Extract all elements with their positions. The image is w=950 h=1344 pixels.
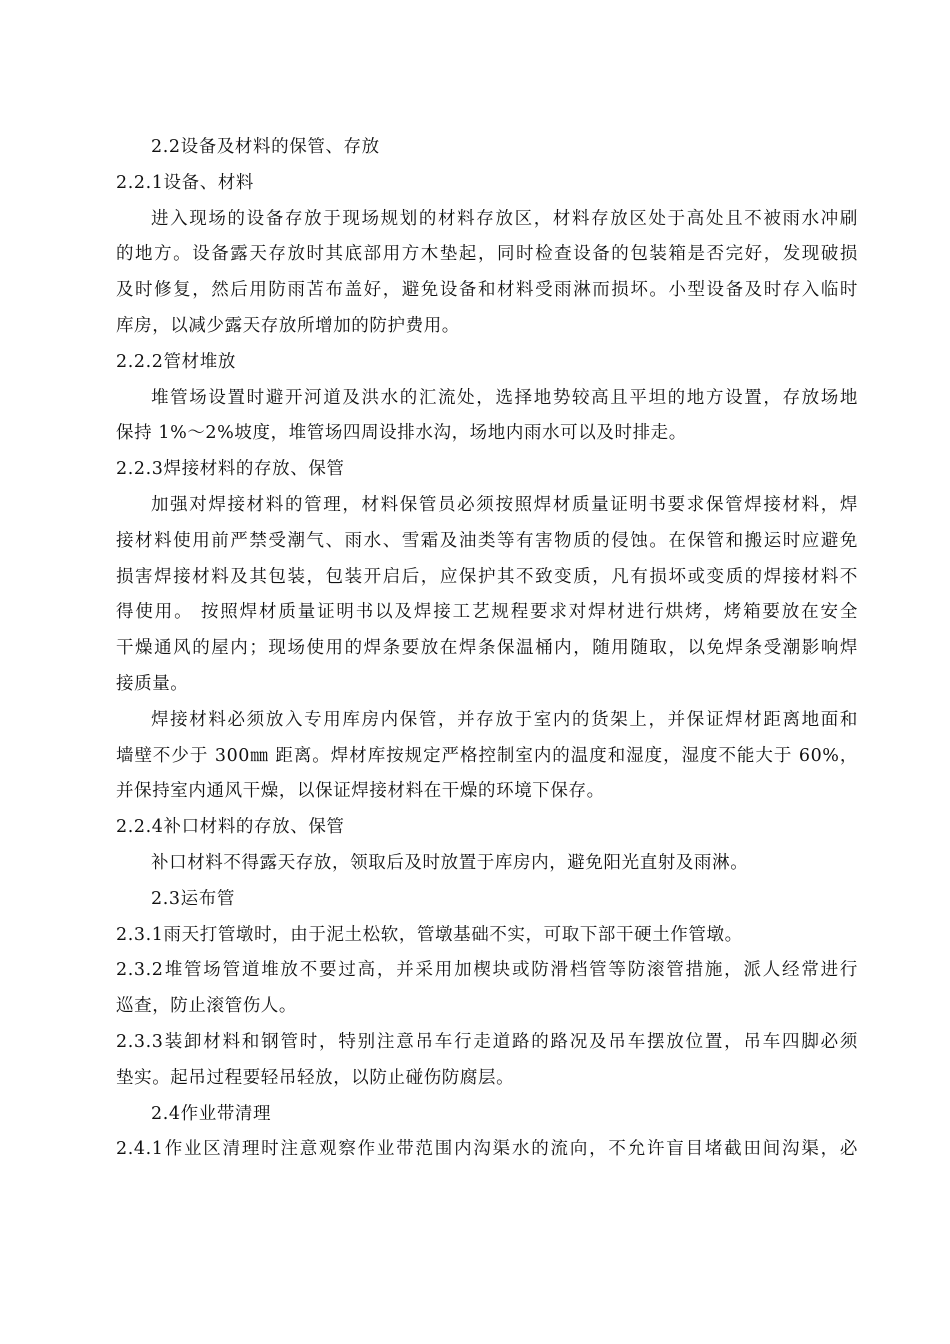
text-line <box>116 667 858 703</box>
text-line <box>116 1132 858 1168</box>
text-line <box>116 739 858 775</box>
text-line <box>116 452 858 488</box>
text-line-content: 2.2.3焊接材料的存放、保管 <box>116 459 345 480</box>
text-line-content: 并保持室内通风干燥，以保证焊接材料在干燥的环境下保存。 <box>116 781 605 802</box>
text-line <box>116 882 858 918</box>
text-line-content: 2.4.1作业区清理时注意观察作业带范围内沟渠水的流向，不允许盲目堵截田间沟渠，必 <box>116 1139 858 1160</box>
text-line-content: 干燥通风的屋内；现场使用的焊条要放在焊条保温桶内，随用随取，以免焊条受潮影响焊 <box>116 638 858 659</box>
text-line-content: 接材料使用前严禁受潮气、雨水、雪霜及油类等有害物质的侵蚀。在保管和搬运时应避免 <box>116 530 858 551</box>
text-line-content: 巡查，防止滚管伤人。 <box>116 996 297 1017</box>
text-line <box>116 202 858 238</box>
text-line <box>116 130 858 166</box>
text-line-content: 垫实。起吊过程要轻吊轻放，以防止碰伤防腐层。 <box>116 1067 515 1088</box>
text-line <box>116 1097 858 1133</box>
text-line-content: 2.4作业带清理 <box>151 1103 272 1124</box>
text-line <box>116 345 858 381</box>
text-line <box>116 381 858 417</box>
text-line <box>116 166 858 202</box>
text-line <box>116 524 858 560</box>
text-line <box>116 416 858 452</box>
text-line-content: 2.2设备及材料的保管、存放 <box>151 137 380 157</box>
text-line-content: 堆管场设置时避开河道及洪水的汇流处，选择地势较高且平坦的地方设置，存放场地 <box>151 387 858 408</box>
text-line <box>116 488 858 524</box>
text-line-content: 损害焊接材料及其包装，包装开启后，应保护其不致变质，凡有损坏或变质的焊接材料不 <box>116 566 858 587</box>
text-line-content: 2.2.4补口材料的存放、保管 <box>116 817 345 838</box>
document-body <box>116 130 858 1168</box>
text-line-content: 库房，以减少露天存放所增加的防护费用。 <box>116 315 460 336</box>
text-line <box>116 631 858 667</box>
text-line-content: 2.3运布管 <box>151 888 235 909</box>
text-line <box>116 237 858 273</box>
text-line <box>116 846 858 882</box>
text-line-content: 2.2.2管材堆放 <box>116 351 236 372</box>
text-line <box>116 810 858 846</box>
text-line <box>116 560 858 596</box>
text-line-content: 进入现场的设备存放于现场规划的材料存放区，材料存放区处于高处且不被雨水冲刷 <box>151 208 858 229</box>
text-line-content: 焊接材料必须放入专用库房内保管，并存放于室内的货架上，并保证焊材距离地面和 <box>151 709 858 730</box>
text-line <box>116 989 858 1025</box>
text-line <box>116 1061 858 1097</box>
text-line-content: 及时修复，然后用防雨苫布盖好，避免设备和材料受雨淋而损坏。小型设备及时存入临时 <box>116 280 858 301</box>
text-line-content: 墙壁不少于 300㎜ 距离。焊材库按规定严格控制室内的温度和湿度，湿度不能大于 60%， <box>116 745 858 766</box>
text-line <box>116 918 858 954</box>
text-line-content: 的地方。设备露天存放时其底部用方木垫起，同时检查设备的包装箱是否完好，发现破损 <box>116 244 858 265</box>
text-line <box>116 953 858 989</box>
text-line-content: 2.3.2堆管场管道堆放不要过高，并采用加楔块或防滑档管等防滚管措施，派人经常进行 <box>116 960 858 981</box>
text-line <box>116 273 858 309</box>
text-line <box>116 1025 858 1061</box>
text-line-content: 补口材料不得露天存放，领取后及时放置于库房内，避免阳光直射及雨淋。 <box>151 852 749 873</box>
text-line-content: 2.3.3装卸材料和钢管时，特别注意吊车行走道路的路况及吊车摆放位置，吊车四脚必须 <box>116 1031 858 1052</box>
text-line-content: 2.2.1设备、材料 <box>116 172 255 193</box>
text-line <box>116 309 858 345</box>
text-line-content: 2.3.1雨天打管墩时，由于泥土松软，管墩基础不实，可取下部干硬土作管墩。 <box>116 924 743 945</box>
text-line <box>116 595 858 631</box>
text-line-content: 得使用。 按照焊材质量证明书以及焊接工艺规程要求对焊材进行烘烤，烤箱要放在安全 <box>116 602 858 623</box>
text-line <box>116 703 858 739</box>
text-line <box>116 774 858 810</box>
text-line-content: 保持 1%～2%坡度，堆管场四周设排水沟，场地内雨水可以及时排走。 <box>116 423 687 444</box>
text-line-content: 接质量。 <box>116 673 189 694</box>
text-line-content: 加强对焊接材料的管理，材料保管员必须按照焊材质量证明书要求保管焊接材料，焊 <box>151 494 858 515</box>
